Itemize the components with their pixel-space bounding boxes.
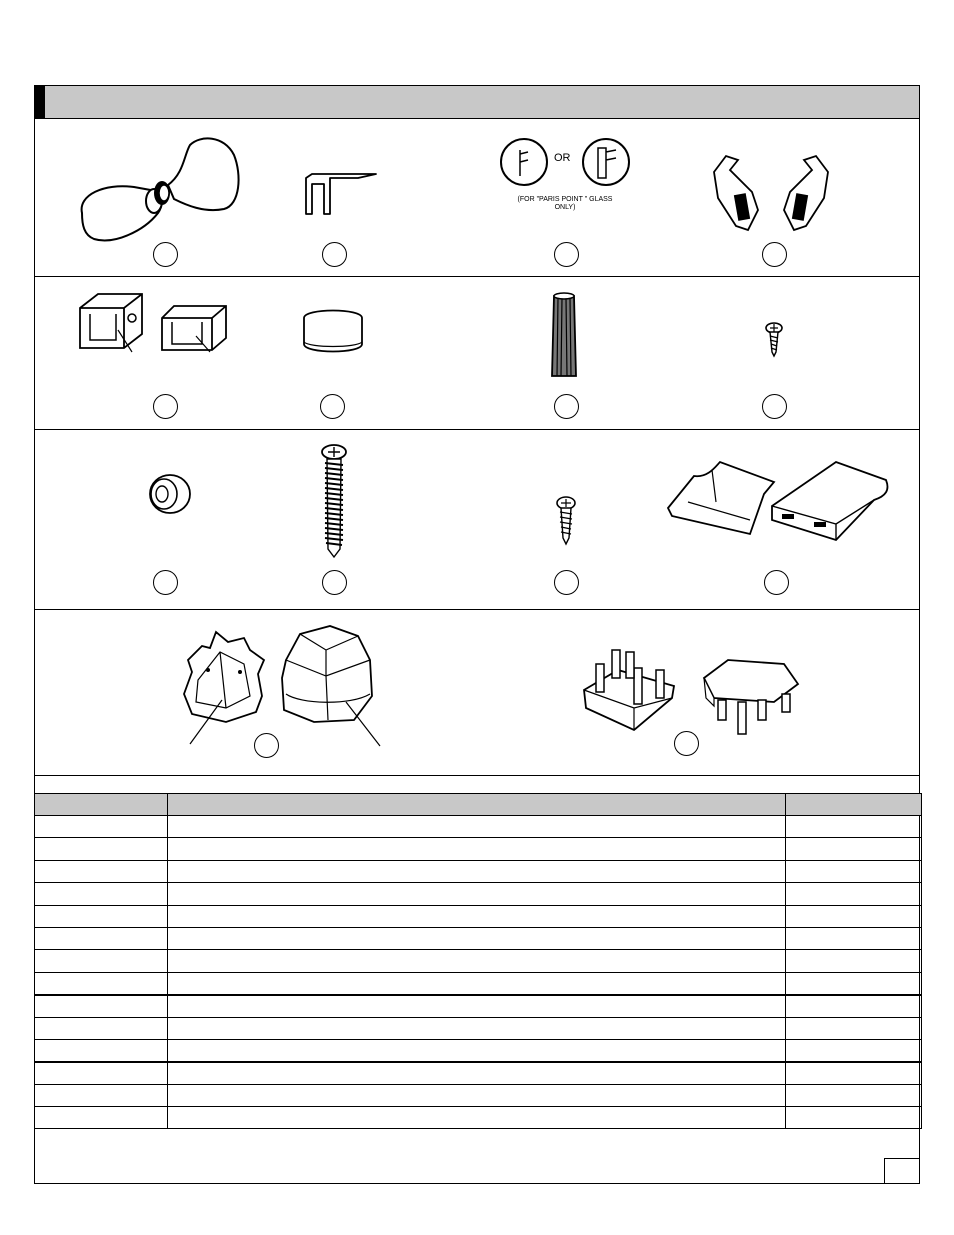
cell-description bbox=[168, 905, 786, 927]
square-plugs-illustration bbox=[578, 648, 804, 740]
row-divider-1 bbox=[35, 276, 919, 277]
part-number-circle bbox=[554, 570, 579, 595]
row-divider-2 bbox=[35, 429, 919, 430]
table-row bbox=[35, 838, 922, 860]
table-row bbox=[35, 1017, 922, 1039]
cell-key bbox=[35, 816, 168, 838]
table-row bbox=[35, 816, 922, 838]
row-divider-3 bbox=[35, 609, 919, 610]
door-sweep-illustration bbox=[500, 138, 632, 190]
cell-description bbox=[168, 1084, 786, 1106]
cell-key bbox=[35, 1107, 168, 1129]
column-header-quantity bbox=[786, 794, 922, 816]
cell-quantity bbox=[786, 816, 922, 838]
column-header-description bbox=[168, 794, 786, 816]
cell-description bbox=[168, 838, 786, 860]
part-number-circle bbox=[762, 394, 787, 419]
cell-quantity bbox=[786, 1017, 922, 1039]
cell-key bbox=[35, 860, 168, 882]
knob-illustration bbox=[74, 135, 244, 245]
cell-quantity bbox=[786, 972, 922, 994]
cell-description bbox=[168, 816, 786, 838]
table-row bbox=[35, 927, 922, 949]
part-number-circle bbox=[322, 570, 347, 595]
cell-description bbox=[168, 950, 786, 972]
table-row bbox=[35, 1062, 922, 1084]
cell-quantity bbox=[786, 838, 922, 860]
bumper-cap-illustration bbox=[300, 304, 366, 356]
part-number-circle bbox=[554, 242, 579, 267]
cell-key bbox=[35, 995, 168, 1017]
cell-quantity bbox=[786, 905, 922, 927]
cell-quantity bbox=[786, 1039, 922, 1061]
part-number-circle bbox=[674, 731, 699, 756]
table-row bbox=[35, 1039, 922, 1061]
cell-description bbox=[168, 995, 786, 1017]
part-number-circle bbox=[320, 394, 345, 419]
magnetic-strip-illustration bbox=[708, 150, 834, 232]
cell-key bbox=[35, 950, 168, 972]
or-label: OR bbox=[554, 152, 571, 164]
header-tab-marker bbox=[35, 86, 45, 118]
table-row bbox=[35, 1107, 922, 1129]
parts-list-table bbox=[34, 793, 922, 1129]
table-row bbox=[35, 883, 922, 905]
cell-description bbox=[168, 1039, 786, 1061]
cell-key bbox=[35, 838, 168, 860]
strike-channel-illustration bbox=[300, 170, 380, 216]
table-row bbox=[35, 905, 922, 927]
short-screw-illustration bbox=[764, 322, 784, 358]
cell-key bbox=[35, 1084, 168, 1106]
table-row bbox=[35, 995, 922, 1017]
cell-description bbox=[168, 1017, 786, 1039]
table-row bbox=[35, 950, 922, 972]
long-screw-illustration bbox=[318, 443, 350, 559]
page-number-box bbox=[884, 1158, 920, 1184]
part-number-circle bbox=[153, 242, 178, 267]
cell-quantity bbox=[786, 1084, 922, 1106]
cell-key bbox=[35, 883, 168, 905]
guide-clips-illustration bbox=[76, 290, 236, 362]
cell-description bbox=[168, 860, 786, 882]
table-header-row bbox=[35, 794, 922, 816]
cell-quantity bbox=[786, 860, 922, 882]
part-number-circle bbox=[764, 570, 789, 595]
rubber-washer-illustration bbox=[144, 472, 194, 516]
table-row bbox=[35, 972, 922, 994]
cell-quantity bbox=[786, 883, 922, 905]
cell-key bbox=[35, 972, 168, 994]
part-number-circle bbox=[554, 394, 579, 419]
end-caps-illustration bbox=[664, 458, 894, 544]
cell-description bbox=[168, 883, 786, 905]
cell-quantity bbox=[786, 995, 922, 1017]
part-number-circle bbox=[153, 570, 178, 595]
part-number-circle bbox=[254, 733, 279, 758]
cell-description bbox=[168, 1062, 786, 1084]
cell-quantity bbox=[786, 1107, 922, 1129]
cell-key bbox=[35, 1017, 168, 1039]
part-number-circle bbox=[322, 242, 347, 267]
table-row bbox=[35, 1084, 922, 1106]
cell-quantity bbox=[786, 927, 922, 949]
part-number-circle bbox=[153, 394, 178, 419]
table-row bbox=[35, 860, 922, 882]
cell-key bbox=[35, 1039, 168, 1061]
cell-description bbox=[168, 1107, 786, 1129]
cell-description bbox=[168, 972, 786, 994]
cell-key bbox=[35, 905, 168, 927]
row-divider-4 bbox=[35, 775, 919, 776]
wall-anchor-illustration bbox=[548, 290, 580, 382]
column-header-key bbox=[35, 794, 168, 816]
cell-quantity bbox=[786, 950, 922, 972]
part-number-circle bbox=[762, 242, 787, 267]
cell-description bbox=[168, 927, 786, 949]
cell-quantity bbox=[786, 1062, 922, 1084]
cell-key bbox=[35, 927, 168, 949]
paris-point-note: (FOR "PARIS POINT " GLASS ONLY) bbox=[517, 196, 613, 211]
corner-caps-illustration bbox=[180, 620, 390, 752]
cell-key bbox=[35, 1062, 168, 1084]
medium-screw-illustration bbox=[554, 496, 578, 546]
section-header bbox=[35, 86, 919, 119]
